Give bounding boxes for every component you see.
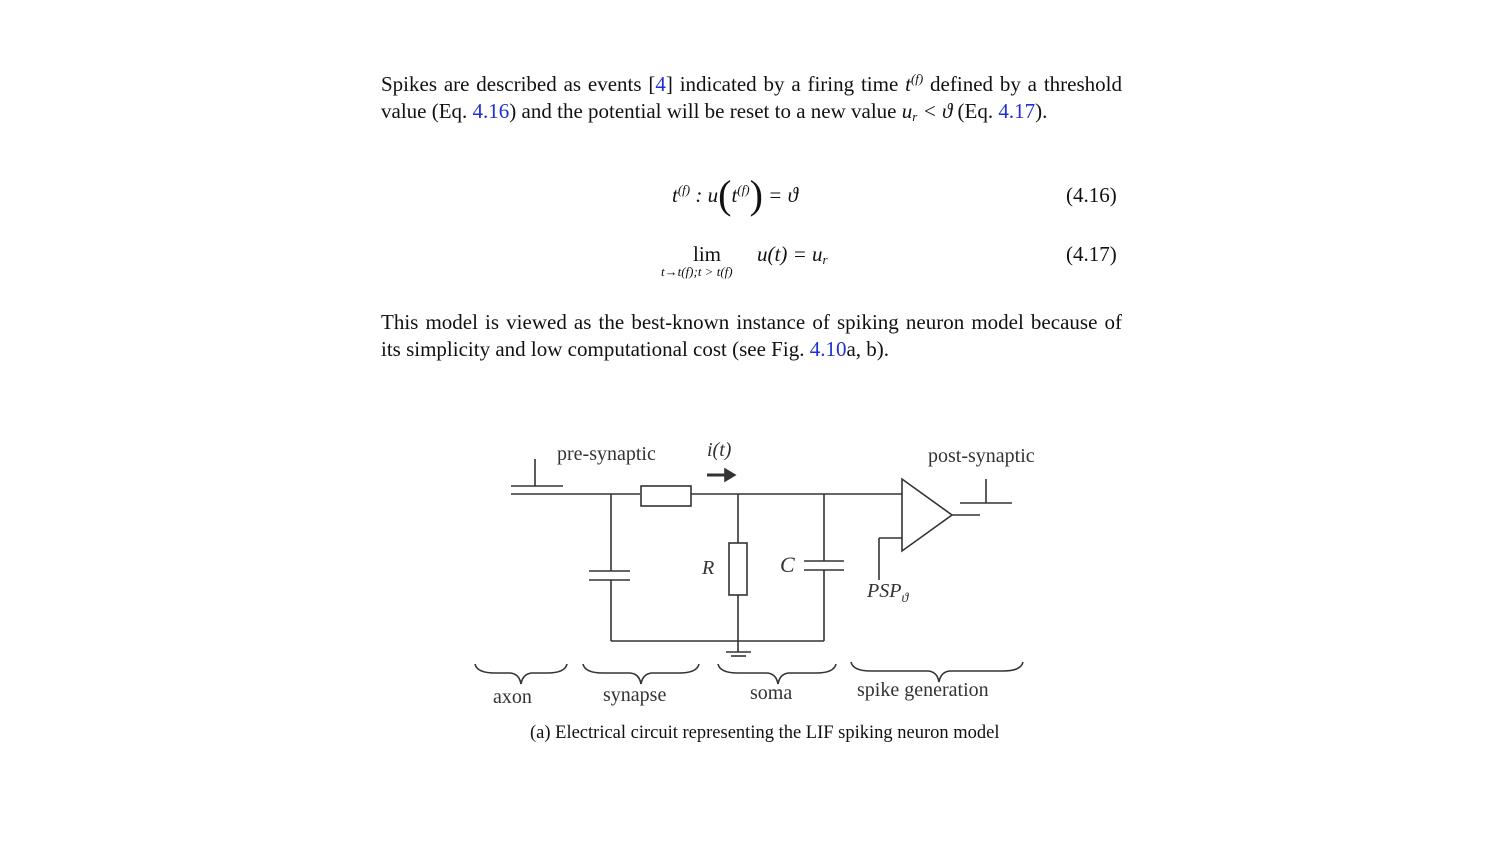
eq-sup: (f) bbox=[737, 182, 750, 197]
brace-axon bbox=[475, 664, 567, 684]
text-run: This model is viewed as the best-known instance of spiking neuron model because of its simplicity and low computational cost (see Fig. bbox=[381, 310, 1122, 361]
equation-ref-link[interactable]: 4.16 bbox=[472, 98, 510, 123]
eq-expr: u(t) = u bbox=[757, 242, 823, 266]
paren-right: ) bbox=[749, 172, 763, 217]
label-R: R bbox=[702, 557, 715, 579]
text-run: ) and the potential will be reset to a new value bbox=[509, 98, 902, 123]
current-arrow-head bbox=[725, 469, 735, 481]
label-pre-synaptic: pre-synaptic bbox=[557, 443, 656, 465]
citation-link[interactable]: 4 bbox=[655, 72, 666, 96]
label-C: C bbox=[780, 552, 795, 577]
label-current: i(t) bbox=[707, 439, 732, 461]
synapse-resistor bbox=[641, 486, 691, 506]
eq-sup: (f) bbox=[677, 182, 691, 197]
label-synapse: synapse bbox=[603, 684, 667, 706]
symbol-t: t bbox=[905, 72, 911, 96]
label-psp: $PSP_ϑ$ bbox=[867, 580, 909, 606]
eq-sub: r bbox=[822, 252, 828, 267]
eq-t: t bbox=[731, 183, 738, 207]
label-spike-generation: spike generation bbox=[857, 679, 989, 701]
eq-u: : u bbox=[690, 183, 719, 207]
brace-soma bbox=[718, 664, 836, 684]
eq-rhs: = ϑ bbox=[762, 183, 798, 207]
equation-ref-link[interactable]: 4.17 bbox=[998, 98, 1036, 123]
label-axon: axon bbox=[493, 686, 532, 708]
equation-4-17-lim-subscript: t→t(f);t > t(f) bbox=[661, 264, 733, 279]
comparator-triangle bbox=[902, 479, 952, 551]
text-run: ). bbox=[1035, 98, 1048, 123]
label-post-synaptic: post-synaptic bbox=[928, 445, 1035, 467]
resistor-R bbox=[729, 543, 747, 595]
eq-t: t bbox=[672, 183, 678, 207]
equation-number: (4.17) bbox=[1066, 242, 1117, 266]
text-run: a, b). bbox=[846, 336, 890, 361]
text-run: (Eq. bbox=[952, 98, 999, 123]
text-run: ] indicated by a firing time bbox=[665, 72, 906, 96]
equation-number: (4.16) bbox=[1066, 183, 1117, 207]
text-run: Spikes are described as events [ bbox=[381, 72, 656, 96]
figure-caption: (a) Electrical circuit representing the LIF spiking neuron model bbox=[530, 723, 1000, 743]
symbol-less-theta: < ϑ bbox=[917, 98, 953, 123]
brace-synapse bbox=[583, 664, 699, 684]
subscript-r: r bbox=[912, 108, 918, 124]
equation-4-17-lim: lim bbox=[693, 242, 722, 266]
paren-left: ( bbox=[718, 172, 732, 217]
text-run: defined by a threshold value (Eq. bbox=[381, 72, 1122, 123]
figure-ref-link[interactable]: 4.10 bbox=[809, 336, 847, 361]
label-soma: soma bbox=[750, 682, 793, 704]
superscript-f: (f) bbox=[910, 71, 924, 86]
symbol-u: u bbox=[901, 98, 913, 123]
